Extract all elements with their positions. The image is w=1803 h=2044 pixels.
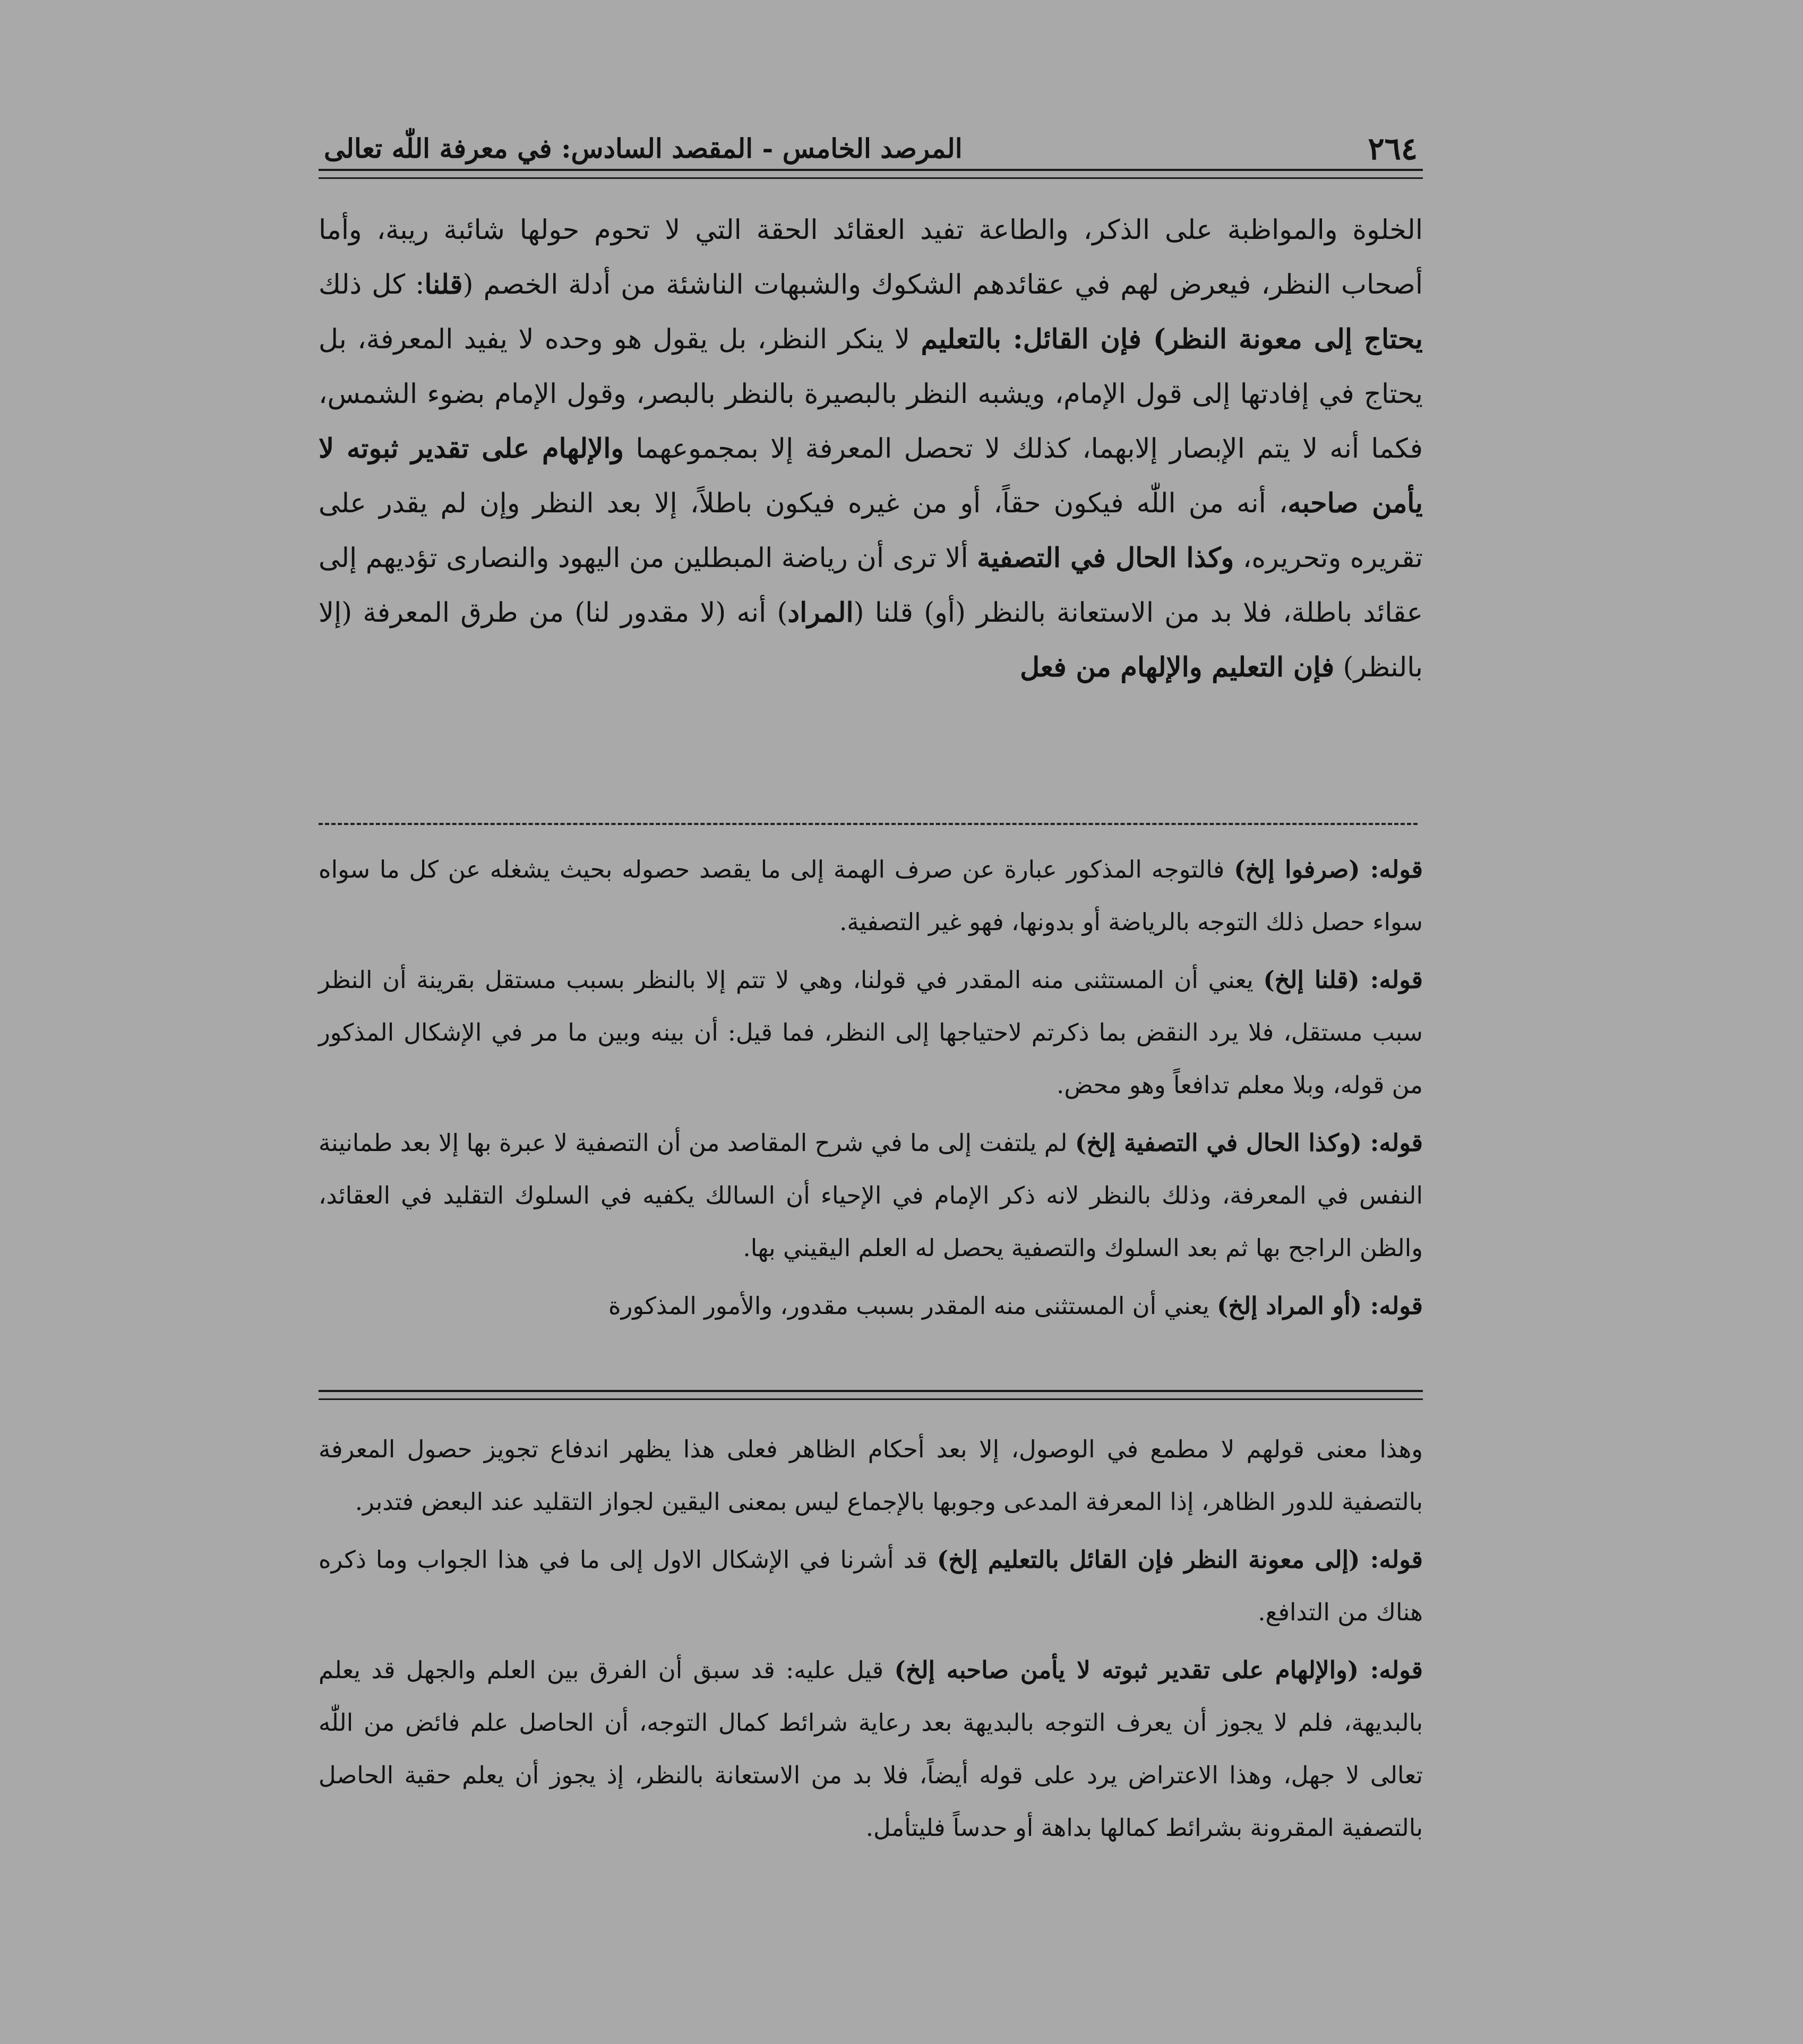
page-number: ٢٦٤ [1368, 131, 1418, 167]
commentary-bottom [319, 1423, 1423, 1859]
main-text-bold: يحتاج إلى معونة النظر) فإن القائل: بالتعليم [921, 323, 1423, 355]
note-lead: قوله: (أو المراد إلخ) [1217, 1292, 1423, 1320]
dashed-separator [319, 823, 1418, 825]
section-rule [319, 1390, 1423, 1400]
note-text: فالتوجه المذكور عبارة عن صرف الهمة إلى ما يقصد حصوله بحيث يشغله عن كل ما سواه سواء حصل ذلك التوجه بالرياضة أو بدونها، فهو غير التصفية. [319, 855, 1423, 936]
note-text: وهذا معنى قولهم لا مطمع في الوصول، إلا بعد أحكام الظاهر فعلى هذا يظهر اندفاع تجويز حصول المعرفة بالتصفية للدور الظاهر، إذا المعرفة المدعى وجوبها بالإجماع ليس بمعنى اليقين لجواز التقليد عند البعض فتدبر. [319, 1435, 1423, 1516]
note-paragraph [319, 843, 1423, 948]
note-lead: قوله: (والإلهام على تقدير ثبوته لا يأمن صاحبه إلخ) [894, 1656, 1423, 1684]
note-text: يعني أن المستثنى منه المقدر في قولنا، وهي لا تتم إلا بالنظر بسبب مستقل بقرينة أن النظر سبب مستقل، فلا يرد النقض بما ذكرتم لاحتياجها إلى النظر، فما قيل: أن بينه وبين ما مر في الإشكال المذكور من قوله، وبلا معلم تدافعاً وهو محض. [319, 966, 1423, 1099]
note-paragraph [319, 1423, 1423, 1528]
note-paragraph [319, 1117, 1423, 1274]
note-paragraph [319, 1533, 1423, 1638]
note-paragraph [319, 954, 1423, 1111]
header-rule [319, 169, 1423, 179]
main-text-run: ألا ترى أن رياضة المبطلين من اليهود والنصارى تؤديهم إلى عقائد باطلة، فلا بد من الاستعانة بالنظر (أو) قلنا ( [319, 543, 1423, 629]
note-text: قيل عليه: قد سبق أن الفرق بين العلم والجهل قد يعلم بالبديهة، فلم لا يجوز أن يعرف التوجه بالبديهة بعد رعاية شرائط كمال التوجه، أن الحاصل علم فائض من اللّٰه تعالى لا جهل، وهذا الاعتراض يرد على قوله أيضاً، فلا بد من الاستعانة بالنظر، إذ يجوز أن يعلم حقية الحاصل بالتصفية المقرونة بشرائط كمالها بداهة أو حدساً فليتأمل. [319, 1656, 1423, 1842]
commentary-top [319, 843, 1423, 1337]
main-text-run: الخلوة والمواظبة على الذكر، والطاعة تفيد العقائد الحقة التي لا تحوم حولها شائبة ريبة، وأما أصحاب النظر، فيعرض لهم في عقائدهم الشكوك والشبهات الناشئة من أدلة الخصم ( [319, 214, 1423, 300]
note-lead: قوله: (وكذا الحال في التصفية إلخ) [1075, 1129, 1423, 1157]
main-text-bold: وكذا الحال في التصفية [977, 542, 1234, 574]
main-text-run: ) أنه (لا مقدور لنا) من طرق المعرفة (إلا بالنظر) [319, 597, 1423, 683]
main-text-bold: المراد [787, 597, 854, 629]
note-text: قد أشرنا في الإشكال الاول إلى ما في هذا الجواب وما ذكره هناك من التدافع. [319, 1545, 1423, 1626]
note-text: لم يلتفت إلى ما في شرح المقاصد من أن التصفية لا عبرة بها إلا بعد طمانينة النفس في المعرفة، وذلك بالنظر لانه ذكر الإمام في الإحياء أن السالك يكفيه في السلوك التقليد في العقائد، والظن الراجح بها ثم بعد السلوك والتصفية يحصل له العلم اليقيني بها. [319, 1129, 1423, 1262]
main-text-bold: والإلهام على تقدير ثبوته لا يأمن صاحبه [319, 433, 1423, 519]
running-title: المرصد الخامس - المقصد السادس: في معرفة اللّٰه تعالى [324, 133, 963, 164]
note-paragraph [319, 1279, 1423, 1332]
note-lead: قوله: (قلنا إلخ) [1263, 966, 1423, 994]
note-paragraph [319, 1644, 1423, 1854]
main-text-run: ، أنه من اللّٰه فيكون حقاً، أو من غيره فيكون باطلاً، إلا بعد النظر وإن لم يقدر على تقريره وتحريره، [319, 488, 1423, 574]
main-text-run: : كل ذلك [319, 269, 425, 300]
page-header [324, 127, 1418, 170]
main-text-bold: فإن التعليم والإلهام من فعل [1020, 651, 1335, 683]
note-lead: قوله: (إلى معونة النظر فإن القائل بالتعليم إلخ) [937, 1545, 1423, 1574]
main-text-run: لا ينكر النظر، بل يقول هو وحده لا يفيد المعرفة، بل يحتاج في إفادتها إلى قول الإمام، ويشبه النظر بالبصيرة بالنظر بالبصر، وقول الإمام بضوء الشمس، فكما أنه لا يتم الإبصار إلابهما، كذلك لا تحصل المعرفة إلا بمجموعهما [319, 324, 1423, 465]
main-text-bold: قلنا [424, 269, 463, 300]
note-text: يعني أن المستثنى منه المقدر بسبب مقدور، والأمور المذكورة [608, 1292, 1217, 1320]
main-text [319, 203, 1423, 695]
main-paragraph [319, 203, 1423, 695]
note-lead: قوله: (صرفوا إلخ) [1234, 855, 1423, 883]
